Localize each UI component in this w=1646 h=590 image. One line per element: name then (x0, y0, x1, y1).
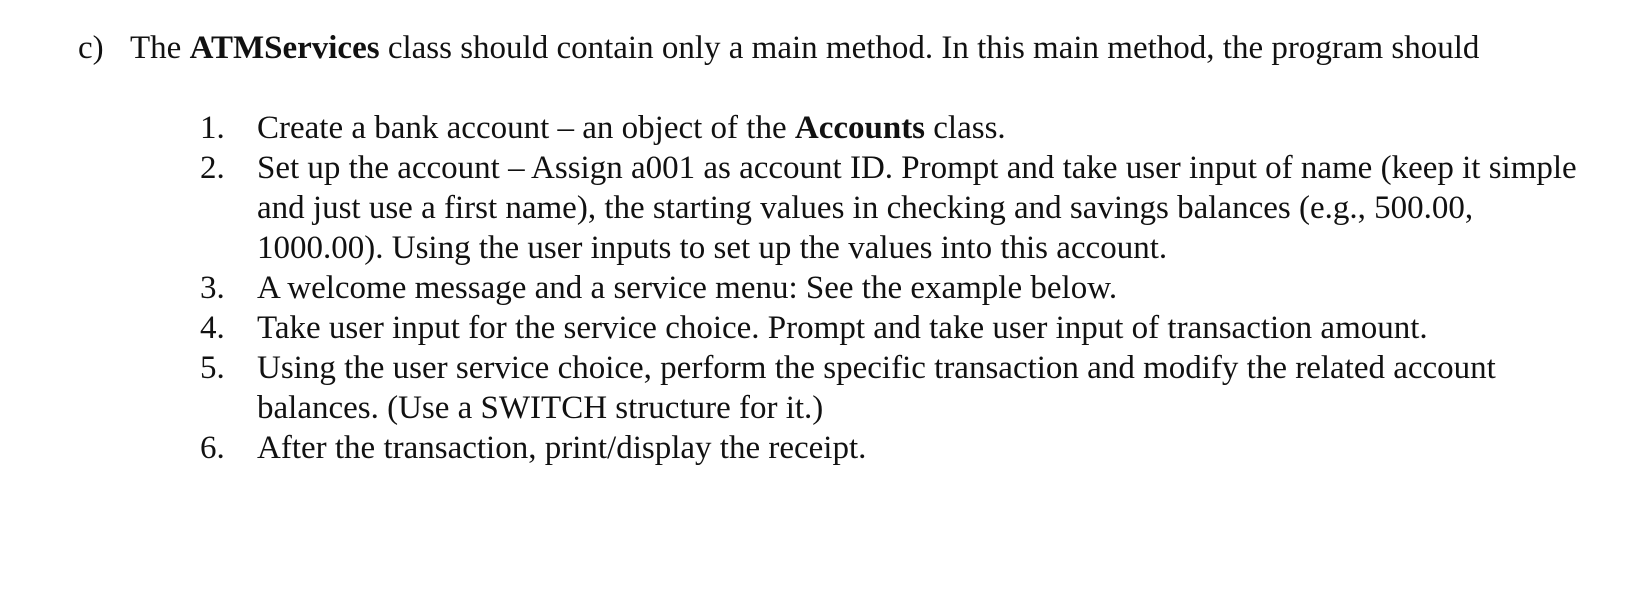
step-number: 6. (200, 430, 225, 466)
section-marker: c) (78, 30, 104, 66)
step-number: 3. (200, 270, 225, 306)
step-text-before: After the transaction, print/display the receipt. (257, 430, 867, 466)
section-intro (130, 28, 1580, 68)
step-item-1 (200, 108, 1580, 148)
intro-text-before: The (130, 30, 190, 66)
step-text-before: Take user input for the service choice. Prompt and take user input of transaction amount. (257, 310, 1428, 346)
step-text-before: A welcome message and a service menu: See the example below. (257, 270, 1118, 306)
step-number: 4. (200, 310, 225, 346)
step-item-4 (200, 308, 1580, 348)
step-number: 2. (200, 150, 225, 186)
step-number: 5. (200, 350, 225, 386)
step-text-before: Set up the account – Assign a001 as account ID. Prompt and take user input of name (keep it simple and just use a first name), the starting values in checking and savings balances (e.g., 500.00, 1000.00). Using the user inputs to set up the values into this account. (257, 150, 1577, 266)
step-item-6 (200, 428, 1580, 468)
step-text-after: class. (925, 110, 1006, 146)
steps-list (200, 108, 1580, 468)
step-text-bold: Accounts (794, 110, 926, 146)
step-text-before: Create a bank account – an object of the (257, 110, 795, 146)
step-item-2 (200, 148, 1580, 268)
step-item-5 (200, 348, 1580, 428)
step-text-before: Using the user service choice, perform the specific transaction and modify the related account balances. (Use a SWITCH structure for it.) (257, 350, 1496, 426)
step-number: 1. (200, 110, 225, 146)
intro-text-after: class should contain only a main method. In this main method, the program should (379, 30, 1480, 66)
step-item-3 (200, 268, 1580, 308)
intro-class-name: ATMServices (189, 30, 380, 66)
